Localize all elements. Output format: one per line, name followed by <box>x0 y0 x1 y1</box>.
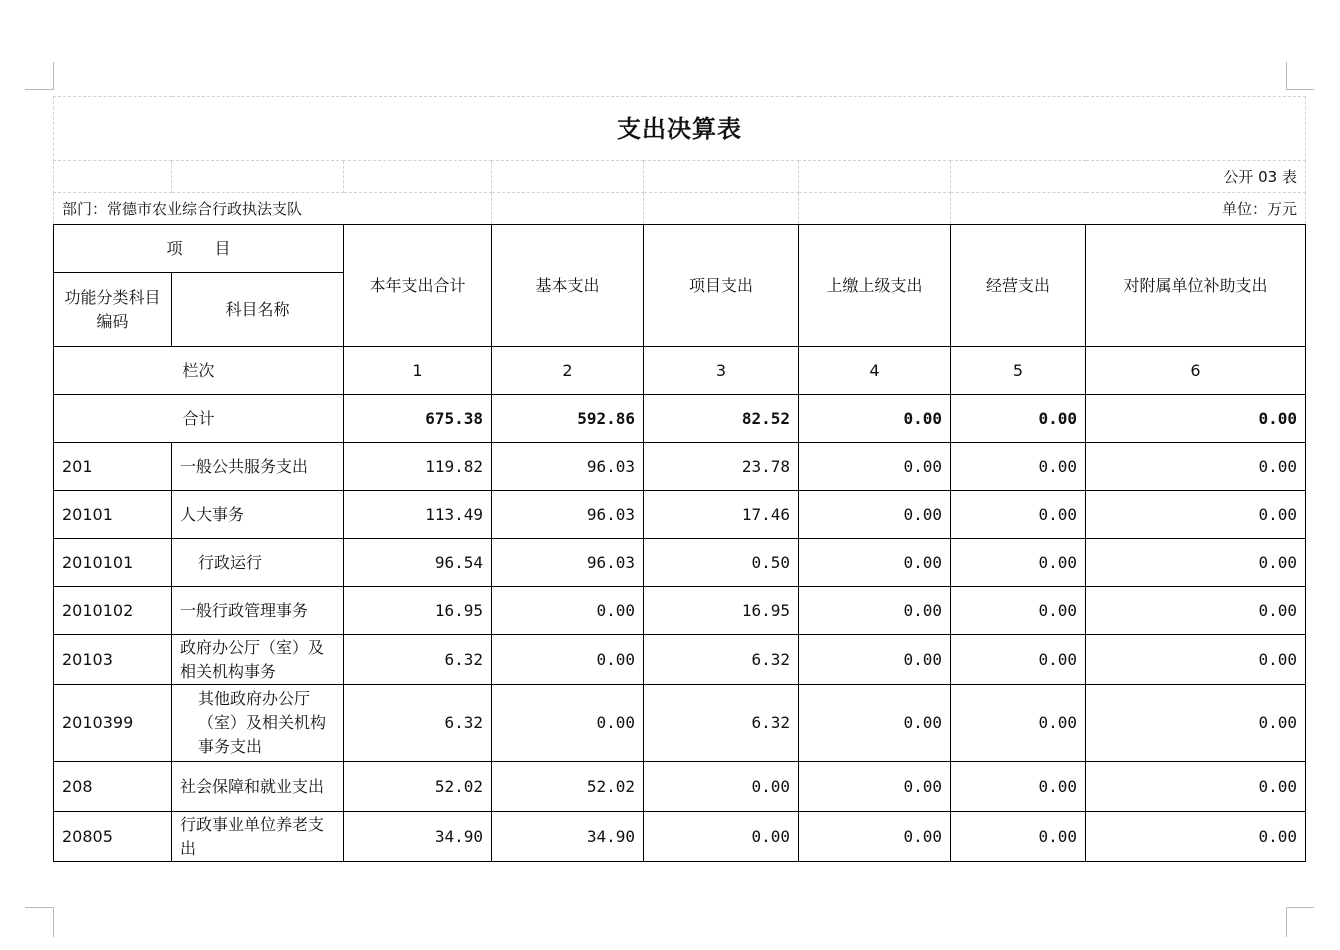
amount-cell: 34.90 <box>492 812 644 862</box>
amount-cell: 113.49 <box>344 491 492 539</box>
table-row <box>54 685 1306 762</box>
subject-code-cell: 20101 <box>54 491 172 539</box>
subject-name-cell: 行政运行 <box>172 539 344 587</box>
amount-cell: 0.00 <box>799 635 951 685</box>
amount-cell: 0.00 <box>799 762 951 812</box>
expenditure-table <box>53 96 1306 862</box>
table-row <box>54 491 1306 539</box>
total-value-cell: 0.00 <box>951 395 1086 443</box>
amount-cell: 0.00 <box>492 635 644 685</box>
amount-cell: 96.03 <box>492 491 644 539</box>
header-project: 项目支出 <box>644 225 799 347</box>
subject-code-cell: 2010399 <box>54 685 172 762</box>
crop-mark <box>25 89 53 90</box>
amount-cell: 0.00 <box>492 587 644 635</box>
form-number: 公开 03 表 <box>951 161 1306 193</box>
header-name: 科目名称 <box>172 273 344 347</box>
amount-cell: 0.00 <box>799 685 951 762</box>
crop-mark <box>53 62 54 90</box>
amount-cell: 0.00 <box>1086 539 1306 587</box>
subject-code-cell: 2010102 <box>54 587 172 635</box>
amount-cell: 34.90 <box>344 812 492 862</box>
subject-name-cell: 政府办公厅（室）及相关机构事务 <box>172 635 344 685</box>
column-index-cell: 3 <box>644 347 799 395</box>
column-index-cell: 1 <box>344 347 492 395</box>
subject-name-cell: 一般行政管理事务 <box>172 587 344 635</box>
page-title: 支出决算表 <box>54 97 1306 161</box>
subject-name-cell: 社会保障和就业支出 <box>172 762 344 812</box>
total-value-cell: 82.52 <box>644 395 799 443</box>
amount-cell: 0.00 <box>1086 635 1306 685</box>
subject-code-cell: 20103 <box>54 635 172 685</box>
amount-cell: 0.00 <box>951 539 1086 587</box>
header-total: 本年支出合计 <box>344 225 492 347</box>
subject-name-cell: 人大事务 <box>172 491 344 539</box>
unit-label: 单位：万元 <box>951 193 1306 225</box>
expenditure-sheet <box>53 96 1305 866</box>
amount-cell: 0.00 <box>644 812 799 862</box>
subject-code-cell: 208 <box>54 762 172 812</box>
amount-cell: 52.02 <box>492 762 644 812</box>
subject-code-cell: 2010101 <box>54 539 172 587</box>
table-row <box>54 539 1306 587</box>
amount-cell: 0.00 <box>951 812 1086 862</box>
amount-cell: 0.50 <box>644 539 799 587</box>
amount-cell: 0.00 <box>1086 762 1306 812</box>
amount-cell: 0.00 <box>1086 587 1306 635</box>
amount-cell: 0.00 <box>1086 491 1306 539</box>
amount-cell: 96.03 <box>492 539 644 587</box>
amount-cell: 6.32 <box>644 635 799 685</box>
amount-cell: 0.00 <box>951 635 1086 685</box>
header-basic: 基本支出 <box>492 225 644 347</box>
amount-cell: 0.00 <box>799 491 951 539</box>
crop-mark <box>53 907 54 937</box>
amount-cell: 0.00 <box>799 443 951 491</box>
subject-code-cell: 201 <box>54 443 172 491</box>
header-business: 经营支出 <box>951 225 1086 347</box>
total-value-cell: 592.86 <box>492 395 644 443</box>
subject-code-cell: 20805 <box>54 812 172 862</box>
amount-cell: 0.00 <box>1086 443 1306 491</box>
table-row <box>54 762 1306 812</box>
amount-cell: 17.46 <box>644 491 799 539</box>
column-index-cell: 4 <box>799 347 951 395</box>
amount-cell: 0.00 <box>492 685 644 762</box>
amount-cell: 23.78 <box>644 443 799 491</box>
department-label: 部门：常德市农业综合行政执法支队 <box>54 193 492 225</box>
subject-name-cell: 一般公共服务支出 <box>172 443 344 491</box>
table-row <box>54 635 1306 685</box>
amount-cell: 96.54 <box>344 539 492 587</box>
amount-cell: 16.95 <box>344 587 492 635</box>
header-code: 功能分类科目编码 <box>54 273 172 347</box>
subject-name-cell: 行政事业单位养老支出 <box>172 812 344 862</box>
column-index-label: 栏次 <box>54 347 344 395</box>
table-row <box>54 443 1306 491</box>
total-value-cell: 0.00 <box>1086 395 1306 443</box>
amount-cell: 0.00 <box>1086 685 1306 762</box>
amount-cell: 52.02 <box>344 762 492 812</box>
crop-mark <box>1286 907 1314 908</box>
column-index-cell: 5 <box>951 347 1086 395</box>
column-index-cell: 2 <box>492 347 644 395</box>
crop-mark <box>1286 89 1314 90</box>
amount-cell: 0.00 <box>1086 812 1306 862</box>
amount-cell: 0.00 <box>644 762 799 812</box>
amount-cell: 0.00 <box>951 762 1086 812</box>
total-value-cell: 675.38 <box>344 395 492 443</box>
total-value-cell: 0.00 <box>799 395 951 443</box>
table-row <box>54 587 1306 635</box>
total-label: 合计 <box>54 395 344 443</box>
amount-cell: 0.00 <box>799 587 951 635</box>
amount-cell: 0.00 <box>799 539 951 587</box>
amount-cell: 0.00 <box>799 812 951 862</box>
crop-mark <box>1286 62 1287 90</box>
amount-cell: 6.32 <box>344 635 492 685</box>
crop-mark <box>1286 907 1287 937</box>
amount-cell: 6.32 <box>644 685 799 762</box>
crop-mark <box>25 907 53 908</box>
header-item-group: 项 目 <box>54 225 344 273</box>
amount-cell: 0.00 <box>951 685 1086 762</box>
amount-cell: 119.82 <box>344 443 492 491</box>
amount-cell: 96.03 <box>492 443 644 491</box>
header-subsidy: 对附属单位补助支出 <box>1086 225 1306 347</box>
subject-name-cell: 其他政府办公厅（室）及相关机构事务支出 <box>172 685 344 762</box>
amount-cell: 0.00 <box>951 491 1086 539</box>
amount-cell: 6.32 <box>344 685 492 762</box>
amount-cell: 16.95 <box>644 587 799 635</box>
amount-cell: 0.00 <box>951 443 1086 491</box>
amount-cell: 0.00 <box>951 587 1086 635</box>
column-index-cell: 6 <box>1086 347 1306 395</box>
header-upper: 上缴上级支出 <box>799 225 951 347</box>
table-row <box>54 812 1306 862</box>
